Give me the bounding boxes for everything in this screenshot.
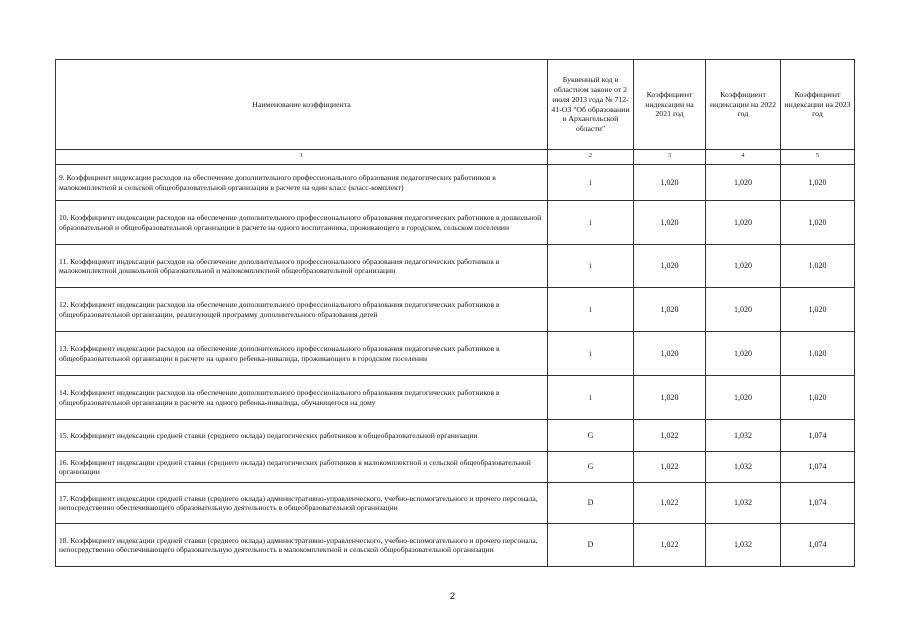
index-2021: 1,020 xyxy=(634,245,706,288)
index-2022: 1,032 xyxy=(706,420,781,452)
table-row xyxy=(56,165,855,201)
coefficient-name: 11. Коэффициент индексации расходов на обеспечение дополнительного профессионального образования педагогических работников в малокомплектной дошкольной образовательной и малокомплектной общеобразовательной организации xyxy=(56,245,548,288)
column-number-row xyxy=(56,150,855,165)
column-number: 2 xyxy=(548,150,634,165)
table-body xyxy=(56,165,855,567)
letter-code: G xyxy=(548,452,634,483)
header-index-2022: Коэффициент индексации на 2022 год xyxy=(706,60,781,150)
letter-code: i xyxy=(548,332,634,376)
coefficient-name: 9. Коэффициент индексации расходов на обеспечение дополнительного профессионального образования педагогических работников в малокомплектной и сельской общеобразовательной организации в расчете на один класс (класс-комплект) xyxy=(56,165,548,201)
index-2021: 1,022 xyxy=(634,452,706,483)
table-row xyxy=(56,420,855,452)
index-2022: 1,032 xyxy=(706,524,781,567)
index-2021: 1,022 xyxy=(634,420,706,452)
coefficient-name: 17. Коэффициент индексации средней ставки (среднего оклада) административно-управленческого, учебно-вспомогательного и прочего персонала, непосредственно обеспечивающего образовательную деятельность в общеобразовательной организации xyxy=(56,483,548,524)
header-coefficient-name: Наименование коэффициента xyxy=(56,60,548,150)
index-2021: 1,020 xyxy=(634,201,706,245)
index-2023: 1,074 xyxy=(781,452,855,483)
index-2022: 1,020 xyxy=(706,288,781,332)
column-number: 5 xyxy=(781,150,855,165)
index-2023: 1,074 xyxy=(781,420,855,452)
letter-code: i xyxy=(548,201,634,245)
table-row xyxy=(56,201,855,245)
column-number: 3 xyxy=(634,150,706,165)
coefficient-name: 14. Коэффициент индексации расходов на обеспечение дополнительного профессионального образования педагогических работников в общеобразовательной организации в расчете на одного ребенка-инвалида, обучающегося на дому xyxy=(56,376,548,420)
index-2022: 1,020 xyxy=(706,165,781,201)
column-number: 1 xyxy=(56,150,548,165)
index-2023: 1,020 xyxy=(781,201,855,245)
letter-code: i xyxy=(548,245,634,288)
letter-code: i xyxy=(548,376,634,420)
index-2021: 1,020 xyxy=(634,165,706,201)
index-2022: 1,032 xyxy=(706,483,781,524)
index-2023: 1,074 xyxy=(781,483,855,524)
index-2023: 1,074 xyxy=(781,524,855,567)
coefficient-name: 18. Коэффициент индексации средней ставки (среднего оклада) административно-управленческого, учебно-вспомогательного и прочего персонала, непосредственно обеспечивающего образовательную деятельность в малокомплектной и сельской общеобразовательной организации xyxy=(56,524,548,567)
table-row xyxy=(56,524,855,567)
index-2023: 1,020 xyxy=(781,165,855,201)
table-row xyxy=(56,483,855,524)
letter-code: D xyxy=(548,524,634,567)
index-2022: 1,020 xyxy=(706,332,781,376)
header-index-2023: Коэффициент индексации на 2023 год xyxy=(781,60,855,150)
column-number: 4 xyxy=(706,150,781,165)
index-2021: 1,022 xyxy=(634,524,706,567)
table-row xyxy=(56,332,855,376)
page-number: 2 xyxy=(449,591,456,602)
letter-code: G xyxy=(548,420,634,452)
index-2021: 1,020 xyxy=(634,332,706,376)
coefficient-name: 10. Коэффициент индексации расходов на обеспечение дополнительного профессионального образования педагогических работников в дошкольной образовательной и общеобразовательной организации в расчете на одного воспитанника, проживающего в городском, сельском поселении xyxy=(56,201,548,245)
table-row xyxy=(56,288,855,332)
coefficient-name: 12. Коэффициент индексации расходов на обеспечение дополнительного профессионального образования педагогических работников в общеобразовательной организации, реализующей программу дополнительного образования детей xyxy=(56,288,548,332)
coefficients-table xyxy=(55,59,855,567)
index-2023: 1,020 xyxy=(781,376,855,420)
header-index-2021: Коэффициент индексации на 2021 год xyxy=(634,60,706,150)
coefficient-name: 16. Коэффициент индексации средней ставки (среднего оклада) педагогических работников в малокомплектной и сельской общеобразовательной организации xyxy=(56,452,548,483)
index-2023: 1,020 xyxy=(781,288,855,332)
index-2021: 1,022 xyxy=(634,483,706,524)
coefficient-name: 15. Коэффициент индексации средней ставки (среднего оклада) педагогических работников в общеобразовательной организации xyxy=(56,420,548,452)
index-2022: 1,020 xyxy=(706,245,781,288)
index-2022: 1,032 xyxy=(706,452,781,483)
header-letter-code: Буквенный код в областном законе от 2 июля 2013 года № 712-41-ОЗ "Об образовании в Архангельской области" xyxy=(548,60,634,150)
table-row xyxy=(56,452,855,483)
coefficient-name: 13. Коэффициент индексации расходов на обеспечение дополнительного профессионального образования педагогических работников в общеобразовательной организации в расчете на одного ребенка-инвалида, проживающего в городском поселении xyxy=(56,332,548,376)
index-2022: 1,020 xyxy=(706,376,781,420)
table-header-row xyxy=(56,60,855,150)
letter-code: i xyxy=(548,165,634,201)
index-2022: 1,020 xyxy=(706,201,781,245)
letter-code: i xyxy=(548,288,634,332)
letter-code: D xyxy=(548,483,634,524)
index-2023: 1,020 xyxy=(781,332,855,376)
index-2023: 1,020 xyxy=(781,245,855,288)
table-row xyxy=(56,245,855,288)
table-row xyxy=(56,376,855,420)
index-2021: 1,020 xyxy=(634,288,706,332)
index-2021: 1,020 xyxy=(634,376,706,420)
